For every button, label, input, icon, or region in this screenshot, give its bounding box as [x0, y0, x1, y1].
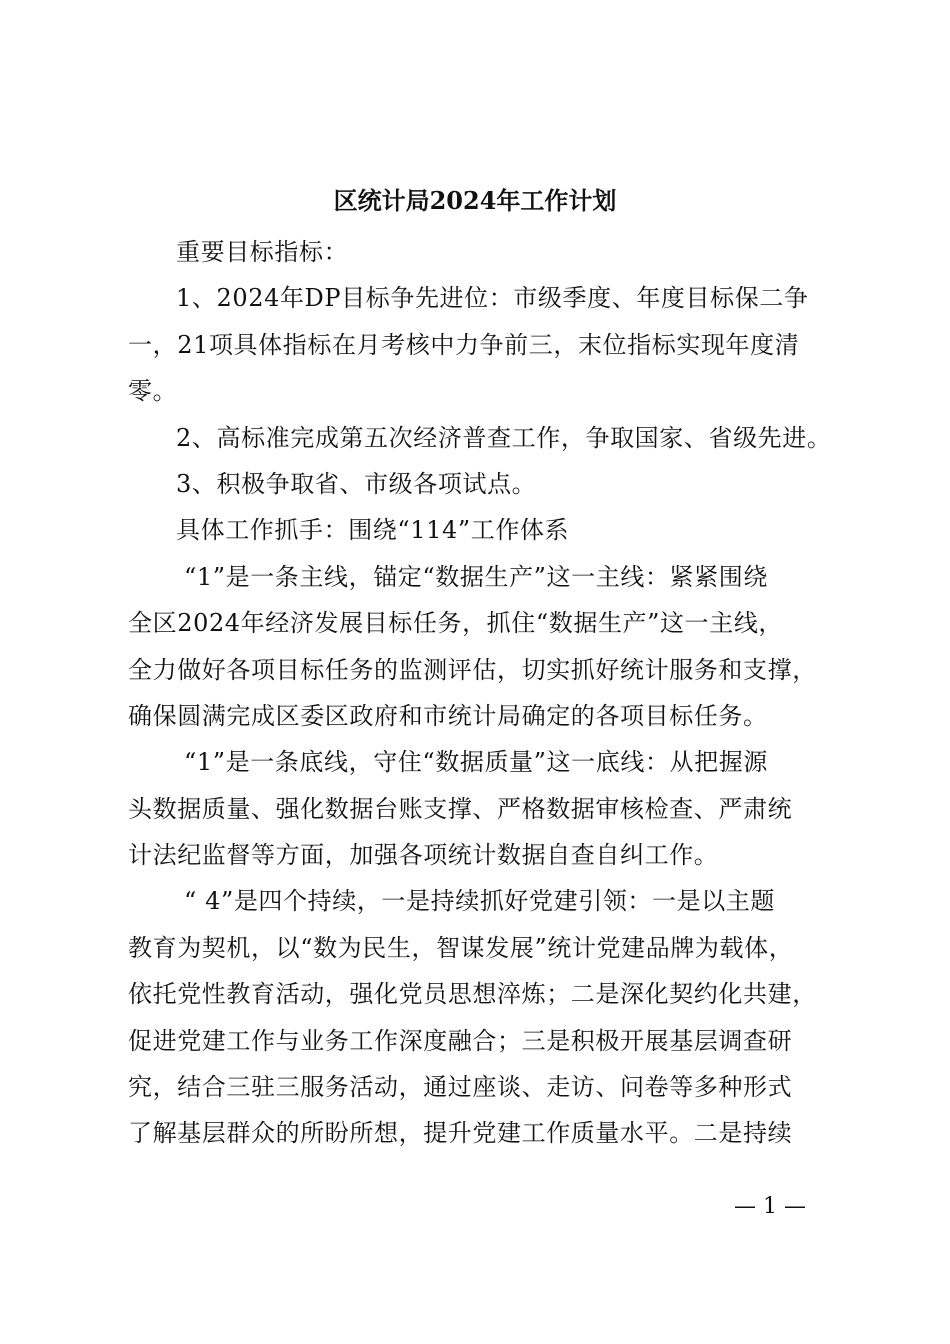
text-line: “1”是一条主线，锚定“数据生产”这一主线：紧紧围绕 — [184, 562, 768, 591]
text-line: 重要目标指标： — [176, 238, 349, 266]
text-line: 零。 — [128, 377, 178, 406]
text-line: 究，结合三驻三服务活动，通过座谈、走访、问卷等多种形式 — [128, 1073, 793, 1102]
text-line: 3、积极争取省、市级各项试点。 — [176, 469, 537, 498]
text-line: 教育为契机，以“数为民生，智谋发展”统计党建品牌为载体， — [128, 933, 794, 962]
text-line: 2、高标准完成第五次经济普查工作，争取国家、省级先进。 — [176, 423, 832, 452]
text-line: 一，21项具体指标在月考核中力争前三，末位指标实现年度清 — [128, 330, 800, 359]
text-line: 依托党性教育活动，强化党员思想淬炼；二是深化契约化共建， — [128, 980, 817, 1009]
document-body — [128, 229, 833, 1157]
text-line: 确保圆满完成区委区政府和市统计局确定的各项目标任务。 — [128, 701, 768, 730]
text-line: 促进党建工作与业务工作深度融合；三是积极开展基层调查研 — [128, 1026, 793, 1055]
text-line: 全区2024年经济发展目标任务，抓住“数据生产”这一主线， — [128, 609, 784, 638]
text-line: “ 4”是四个持续，一是持续抓好党建引领：一是以主题 — [184, 887, 776, 916]
document-title: 区统计局2024年工作计划 — [333, 186, 617, 215]
text-line: 计法纪监督等方面，加强各项统计数据自查自纠工作。 — [128, 841, 719, 870]
text-line: 1、2024年DP目标争先进位：市级季度、年度目标保二争 — [176, 284, 809, 313]
text-line: 具体工作抓手：围绕“114”工作体系 — [176, 516, 570, 545]
text-line: 了解基层群众的所盼所想，提升党建工作质量水平。二是持续 — [128, 1119, 793, 1148]
page-number: — 1 — — [734, 1194, 806, 1219]
text-line: 全力做好各项目标任务的监测评估，切实抓好统计服务和支撑， — [128, 655, 817, 684]
text-line: “1”是一条底线，守住“数据质量”这一底线：从把握源 — [184, 748, 768, 777]
text-line: 头数据质量、强化数据台账支撑、严格数据审核检查、严肃统 — [128, 794, 793, 823]
